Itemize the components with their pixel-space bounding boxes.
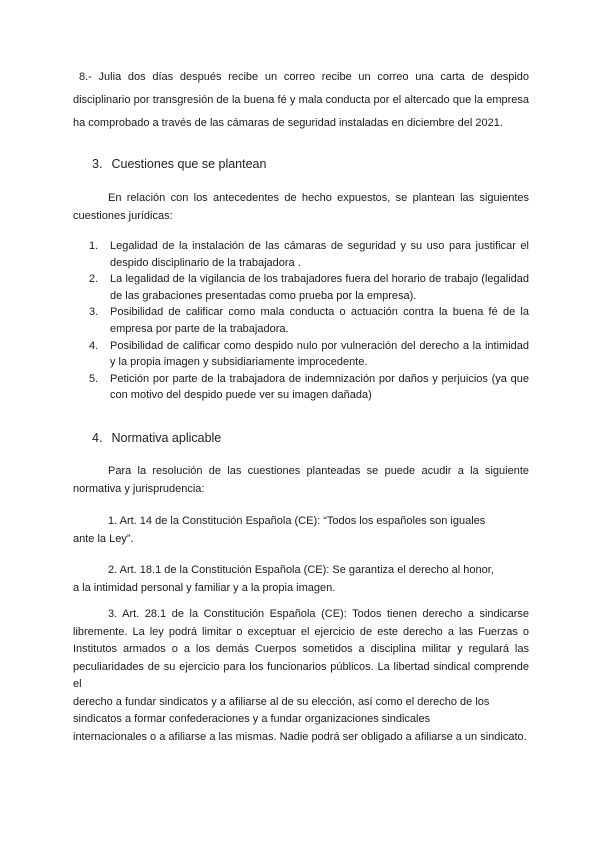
section-3-title: Cuestiones que se plantean	[111, 157, 267, 171]
section-4-intro: Para la resolución de las cuestiones planteadas se puede acudir a la siguiente normativa y jurisprudencia:	[73, 465, 529, 495]
article-28-line-b: sindicatos a formar confederaciones y a fundar organizaciones sindicales	[73, 713, 431, 725]
intro-paragraph: 8.- Julia dos días después recibe un correo recibe un correo una carta de despido disciplinario por transgresión de la buena fé y mala conducta por el altercado que la empresa ha comprobado a través de las cámaras de seguridad instaladas en diciembre del 2021.	[73, 71, 529, 129]
section-3-intro: En relación con los antecedentes de hecho expuestos, se plantean las siguientes cuestiones jurídicas:	[73, 192, 529, 222]
section-4-title: Normativa aplicable	[111, 431, 222, 445]
questions-list	[89, 238, 529, 404]
article-18-line-2: a la intimidad personal y familiar y a la propia imagen.	[73, 581, 336, 594]
list-item: 1. Legalidad de la instalación de las cámaras de seguridad y su uso para justificar el despido disciplinario de la trabajadora .	[89, 240, 529, 269]
section-3-number: 3.	[92, 157, 103, 171]
article-28-body: 3. Art. 28.1 de la Constitución Española (CE): Todos tienen derecho a sindicarse libremente. La ley podrá limitar o exceptuar el ejercicio de este derecho a las Fuerzas o Institutos armados o a los demás Cuerpos sometidos a disciplina militar y regulará las peculiaridades de su ejercicio para los funcionarios públicos. La libertad sindical comprende el	[73, 608, 529, 690]
article-28-line-a: derecho a fundar sindicatos y a afiliarse al de su elección, así como el derecho de los	[73, 695, 490, 708]
article-14-line-1: 1. Art. 14 de la Constitución Española (CE): “Todos los españoles son iguales	[108, 515, 486, 527]
article-28	[73, 606, 529, 746]
article-28-line-c: internacionales o a afiliarse a las mismas. Nadie podrá ser obligado a afiliarse a un sindicato.	[73, 730, 527, 743]
article-14-line-2: ante la Ley”.	[73, 532, 134, 545]
section-4-heading	[92, 428, 221, 448]
article-14	[73, 513, 529, 548]
section-3-heading	[92, 154, 266, 174]
list-item: 2. La legalidad de la vigilancia de los trabajadores fuera del horario de trabajo (legalidad de las grabaciones presentadas como prueba por la empresa).	[89, 273, 529, 302]
article-18	[73, 562, 529, 597]
list-item: 4. Posibilidad de calificar como despido nulo por vulneración del derecho a la intimidad y la propia imagen y subsidiariamente improcedente.	[89, 339, 529, 369]
list-item: 3. Posibilidad de calificar como mala conducta o actuación contra la buena fé de la empresa por parte de la trabajadora.	[89, 306, 529, 335]
article-18-line-1: 2. Art. 18.1 de la Constitución Española (CE): Se garantiza el derecho al honor,	[108, 564, 494, 576]
section-4-number: 4.	[92, 431, 103, 445]
list-item: 5. Petición por parte de la trabajadora de indemnización por daños y perjuicios (ya que con motivo del despido puede ver su imagen dañada)	[89, 372, 529, 402]
